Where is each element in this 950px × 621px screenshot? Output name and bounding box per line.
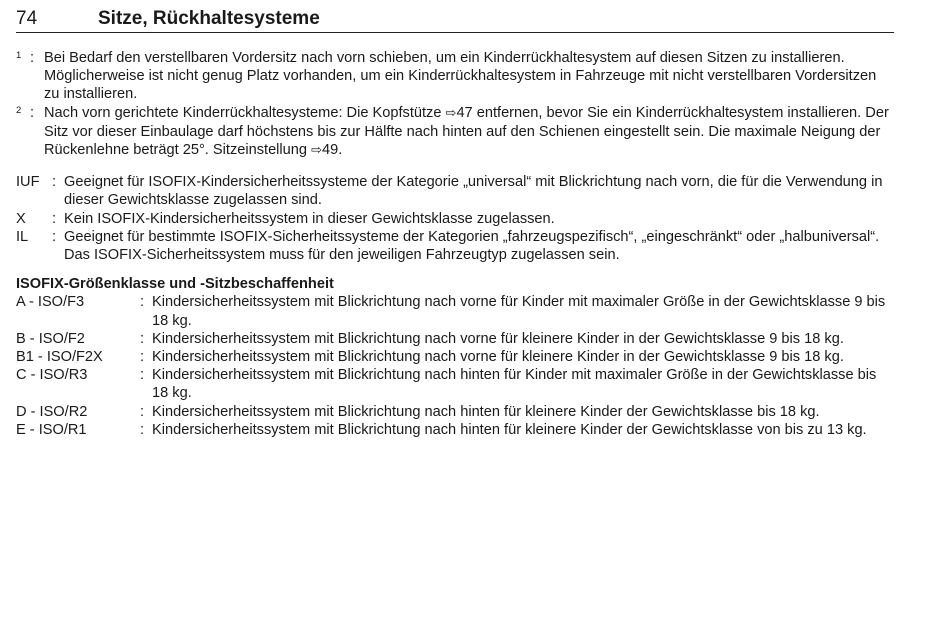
legend-key: IL (16, 228, 29, 245)
size-key: A - ISO/F3 (16, 294, 85, 311)
size-section-title: ISOFIX-Größenklasse und -Sitzbeschaffenheit (16, 276, 334, 293)
size-key: C - ISO/R3 (16, 367, 88, 384)
size-class-list (16, 293, 894, 439)
legend-text: Geeignet für bestimmte ISOFIX-Sicherheitssysteme der Kategorien „fahrzeugspezifisch“, „eingeschränkt“ oder „halbuniversal“. Das ISOFIX-Sicherheitssystem muss für den jeweiligen Fahrzeugtyp zugelassen sein. (64, 228, 880, 264)
footnote-text: Bei Bedarf den verstellbaren Vordersitz nach vorn schieben, um ein Kinderrückhaltesystem auf diesen Sitzen zu installieren. Möglicherweise ist nicht genug Platz vorhanden, um ein Kinderrückhaltesystem in Fahrzeuge mit nicht verstellbaren Vordersitzen zu installieren. (44, 50, 877, 103)
footnote-mark: 2 (16, 104, 22, 116)
page-header (16, 8, 894, 33)
legend-item-iuf: IUF : Geeignet für ISOFIX-Kindersicherheitssysteme der Kategorie „universal“ mit Blickrichtung nach vorn, die für die Verwendung in dieser Gewichtsklasse zugelassen sind. (16, 173, 894, 209)
size-item: E - ISO/R1 : Kindersicherheitssystem mit Blickrichtung nach hinten für kleinere Kinder der Gewichtsklasse von bis zu 13 kg. (16, 421, 894, 439)
footnote-2: 2 : Nach vorn gerichtete Kinderrückhaltesysteme: Die Kopfstütze ⇨47 entfernen, bevor Sie ein Kinderrückhaltesystem installieren. Der Sitz vor dieser Einbaulage darf höchstens bis zur Hälfte nach hinten auf den Schienen eingestellt sein. Die maximale Neigung der Rückenlehne beträgt 25°. Sitzeinstellung ⇨49. (16, 104, 894, 161)
footnote-mark: 1 (16, 50, 22, 61)
size-text: Kindersicherheitssystem mit Blickrichtung nach vorne für kleinere Kinder in der Gewichtsklasse 9 bis 18 kg. (152, 349, 844, 366)
size-text: Kindersicherheitssystem mit Blickrichtung nach vorne für Kinder mit maximaler Größe in der Gewichtsklasse 9 bis 18 kg. (152, 294, 886, 329)
size-text: Kindersicherheitssystem mit Blickrichtung nach vorne für kleinere Kinder in der Gewichtsklasse 9 bis 18 kg. (152, 330, 844, 347)
size-text: Kindersicherheitssystem mit Blickrichtung nach hinten für kleinere Kinder der Gewichtsklasse bis 18 kg. (152, 403, 820, 420)
size-text: Kindersicherheitssystem mit Blickrichtung nach hinten für Kinder mit maximaler Größe in der Gewichtsklasse bis 18 kg. (152, 367, 877, 402)
legend-key: IUF (16, 174, 40, 191)
size-item: B - ISO/F2 : Kindersicherheitssystem mit Blickrichtung nach vorne für kleinere Kinder in der Gewichtsklasse 9 bis 18 kg. (16, 330, 894, 348)
footnote-text: Nach vorn gerichtete Kinderrückhaltesysteme: Die Kopfstütze ⇨47 entfernen, bevor Sie ein Kinderrückhaltesystem installieren. Der Sitz vor dieser Einbaulage darf höchstens bis zur Hälfte nach hinten auf den Schienen eingestellt sein. Die maximale Neigung der Rückenlehne beträgt 25°. Sitzeinstellung ⇨49. (44, 104, 889, 159)
page-reference[interactable]: 49 (321, 142, 339, 159)
manual-page (16, 8, 894, 439)
legend-text: Geeignet für ISOFIX-Kindersicherheitssysteme der Kategorie „universal“ mit Blickrichtung nach vorn, die für die Verwendung in dieser Gewichtsklasse zugelassen sind. (64, 174, 883, 209)
page-reference[interactable]: 47 (456, 104, 473, 121)
size-item: A - ISO/F3 : Kindersicherheitssystem mit Blickrichtung nach vorne für Kinder mit maximaler Größe in der Gewichtsklasse 9 bis 18 kg. (16, 293, 894, 329)
footnote-1: 1 : Bei Bedarf den verstellbaren Vordersitz nach vorn schieben, um ein Kinderrückhaltesystem auf diesen Sitzen zu installieren. Möglicherweise ist nicht genug Platz vorhanden, um ein Kinderrückhaltesystem in Fahrzeuge mit nicht verstellbaren Vordersitzen zu installieren. (16, 49, 894, 104)
page-title: Sitze, Rückhaltesysteme (98, 8, 320, 29)
legend-text: Kein ISOFIX-Kindersicherheitssystem in dieser Gewichtsklasse zugelassen. (64, 210, 555, 227)
size-key: E - ISO/R1 (16, 421, 87, 438)
arrow-right-outline-icon: ⇨ (311, 143, 322, 159)
size-key: B1 - ISO/F2X (16, 349, 103, 366)
size-text: Kindersicherheitssystem mit Blickrichtung nach hinten für kleinere Kinder der Gewichtsklasse von bis zu 13 kg. (152, 421, 867, 438)
legend-list (16, 173, 894, 264)
size-key: B - ISO/F2 (16, 330, 85, 347)
legend-key: X (16, 210, 26, 227)
footnote-list (16, 49, 894, 160)
legend-item-x: X : Kein ISOFIX-Kindersicherheitssystem in dieser Gewichtsklasse zugelassen. (16, 210, 894, 228)
size-item: B1 - ISO/F2X : Kindersicherheitssystem mit Blickrichtung nach vorne für kleinere Kinder in der Gewichtsklasse 9 bis 18 kg. (16, 348, 894, 366)
size-key: D - ISO/R2 (16, 403, 88, 420)
size-item: C - ISO/R3 : Kindersicherheitssystem mit Blickrichtung nach hinten für Kinder mit maximaler Größe in der Gewichtsklasse bis 18 kg. (16, 366, 894, 402)
arrow-right-outline-icon: ⇨ (445, 105, 457, 121)
size-item: D - ISO/R2 : Kindersicherheitssystem mit Blickrichtung nach hinten für kleinere Kinder der Gewichtsklasse bis 18 kg. (16, 403, 894, 421)
legend-item-il: IL : Geeignet für bestimmte ISOFIX-Sicherheitssysteme der Kategorien „fahrzeugspezifisch“, „eingeschränkt“ oder „halbuniversal“. Das ISOFIX-Sicherheitssystem muss für den jeweiligen Fahrzeugtyp zugelassen sein. (16, 228, 894, 264)
page-number: 74 (16, 8, 38, 29)
